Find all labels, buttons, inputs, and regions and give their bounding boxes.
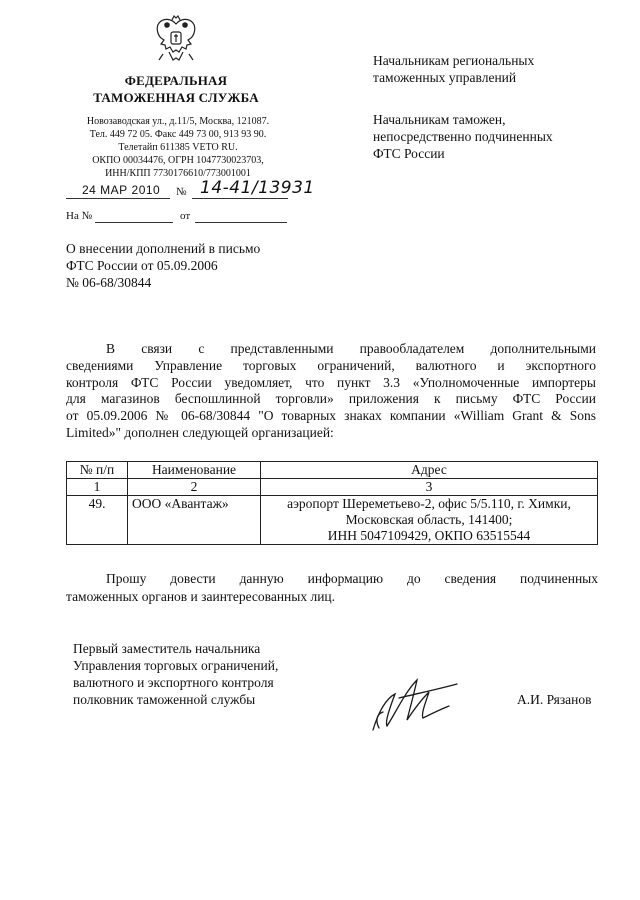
table-cell: 2	[128, 479, 261, 496]
address-line: аэропорт Шереметьево-2, офис 5/5.110, г. Химки,	[287, 496, 571, 511]
org-name	[66, 72, 286, 106]
body-line: от 05.09.2006 № 06-68/30844 "О товарных знаках компании «William Grant & Sons	[66, 408, 596, 424]
signer-title-line: Первый заместитель начальника	[73, 641, 261, 656]
reference-date-label: от	[180, 210, 191, 222]
table-row	[67, 496, 598, 545]
column-header-number: № п/п	[67, 462, 128, 479]
reference-number-label: На №	[66, 210, 93, 222]
addressee-regional	[373, 52, 613, 86]
table-cell-name: ООО «Авантаж»	[128, 496, 261, 545]
org-okpo-ogrn: ОКПО 00034476, ОГРН 1047730023703,	[92, 155, 264, 166]
signer-title-line: Управления торговых ограничений,	[73, 658, 279, 673]
addressee-line: ФТС России	[373, 146, 445, 161]
number-label: №	[176, 186, 187, 198]
double-headed-eagle-emblem-icon	[153, 14, 199, 66]
subject-line: № 06-68/30844	[66, 275, 152, 290]
addressee-customs	[373, 111, 613, 162]
signer-title	[73, 640, 278, 708]
body-line: сведениями Управление торговых ограничений, валютного и экспортного	[66, 357, 596, 373]
addressee-line: таможенных управлений	[373, 70, 517, 85]
registration-number: 14-41/13931	[200, 178, 315, 198]
table-cell-number: 49.	[67, 496, 128, 545]
body-line: Limited»" дополнен следующей организацией:	[66, 424, 334, 440]
handwritten-signature	[365, 670, 475, 740]
signer-name: А.И. Рязанов	[517, 692, 592, 707]
table-index-row	[67, 479, 598, 496]
signer-title-line: валютного и экспортного контроля	[73, 675, 274, 690]
addressee-line: Начальникам таможен,	[373, 112, 506, 127]
org-inn-kpp: ИНН/КПП 7730176610/773001001	[105, 168, 251, 179]
letter-body	[66, 341, 596, 442]
body-line: для магазинов беспошлинной торговли» приложения к письму ФТС России	[66, 391, 596, 407]
table-cell: 1	[67, 479, 128, 496]
closing-line: таможенных органов и заинтересованных лиц.	[66, 589, 336, 604]
table-cell-address	[261, 496, 598, 545]
subject-line: О внесении дополнений в письмо	[66, 241, 261, 256]
date-underline	[66, 198, 170, 199]
addressee-line: Начальникам региональных	[373, 53, 535, 68]
org-contact-details	[66, 115, 290, 180]
subject-line: ФТС России от 05.09.2006	[66, 258, 218, 273]
body-line: В связи с представленными правообладателем дополнительными	[106, 341, 596, 356]
signer-title-line: полковник таможенной службы	[73, 692, 256, 707]
org-address: Новозаводская ул., д.11/5, Москва, 121087.	[86, 116, 270, 127]
organizations-table	[66, 461, 598, 545]
org-name-line2: ТАМОЖЕННАЯ СЛУЖБА	[93, 90, 259, 105]
column-header-address: Адрес	[261, 462, 598, 479]
table-header-row	[67, 462, 598, 479]
addressee-line: непосредственно подчиненных	[373, 129, 553, 144]
letter-subject	[66, 240, 260, 291]
reference-date-line	[195, 222, 287, 223]
org-name-line1: ФЕДЕРАЛЬНАЯ	[124, 73, 228, 88]
closing-paragraph	[66, 570, 598, 606]
address-line: ИНН 5047109429, ОКПО 63515544	[327, 528, 531, 543]
table-cell: 3	[261, 479, 598, 496]
number-underline	[192, 198, 288, 199]
body-line: контроля ФТС России уведомляет, что пункт 3.3 «Уполномоченные импортеры	[66, 374, 596, 390]
column-header-name: Наименование	[128, 462, 261, 479]
reference-number-line	[95, 222, 173, 223]
closing-line: Прошу довести данную информацию до сведения подчиненных	[106, 571, 598, 586]
address-line: Московская область, 141400;	[345, 512, 513, 527]
registration-date-stamp: 24 МАР 2010	[82, 183, 161, 197]
org-teletype: Телетайп 611385 VETO RU.	[118, 142, 238, 153]
org-phone-fax: Тел. 449 72 05. Факс 449 73 00, 913 93 90.	[89, 129, 267, 140]
